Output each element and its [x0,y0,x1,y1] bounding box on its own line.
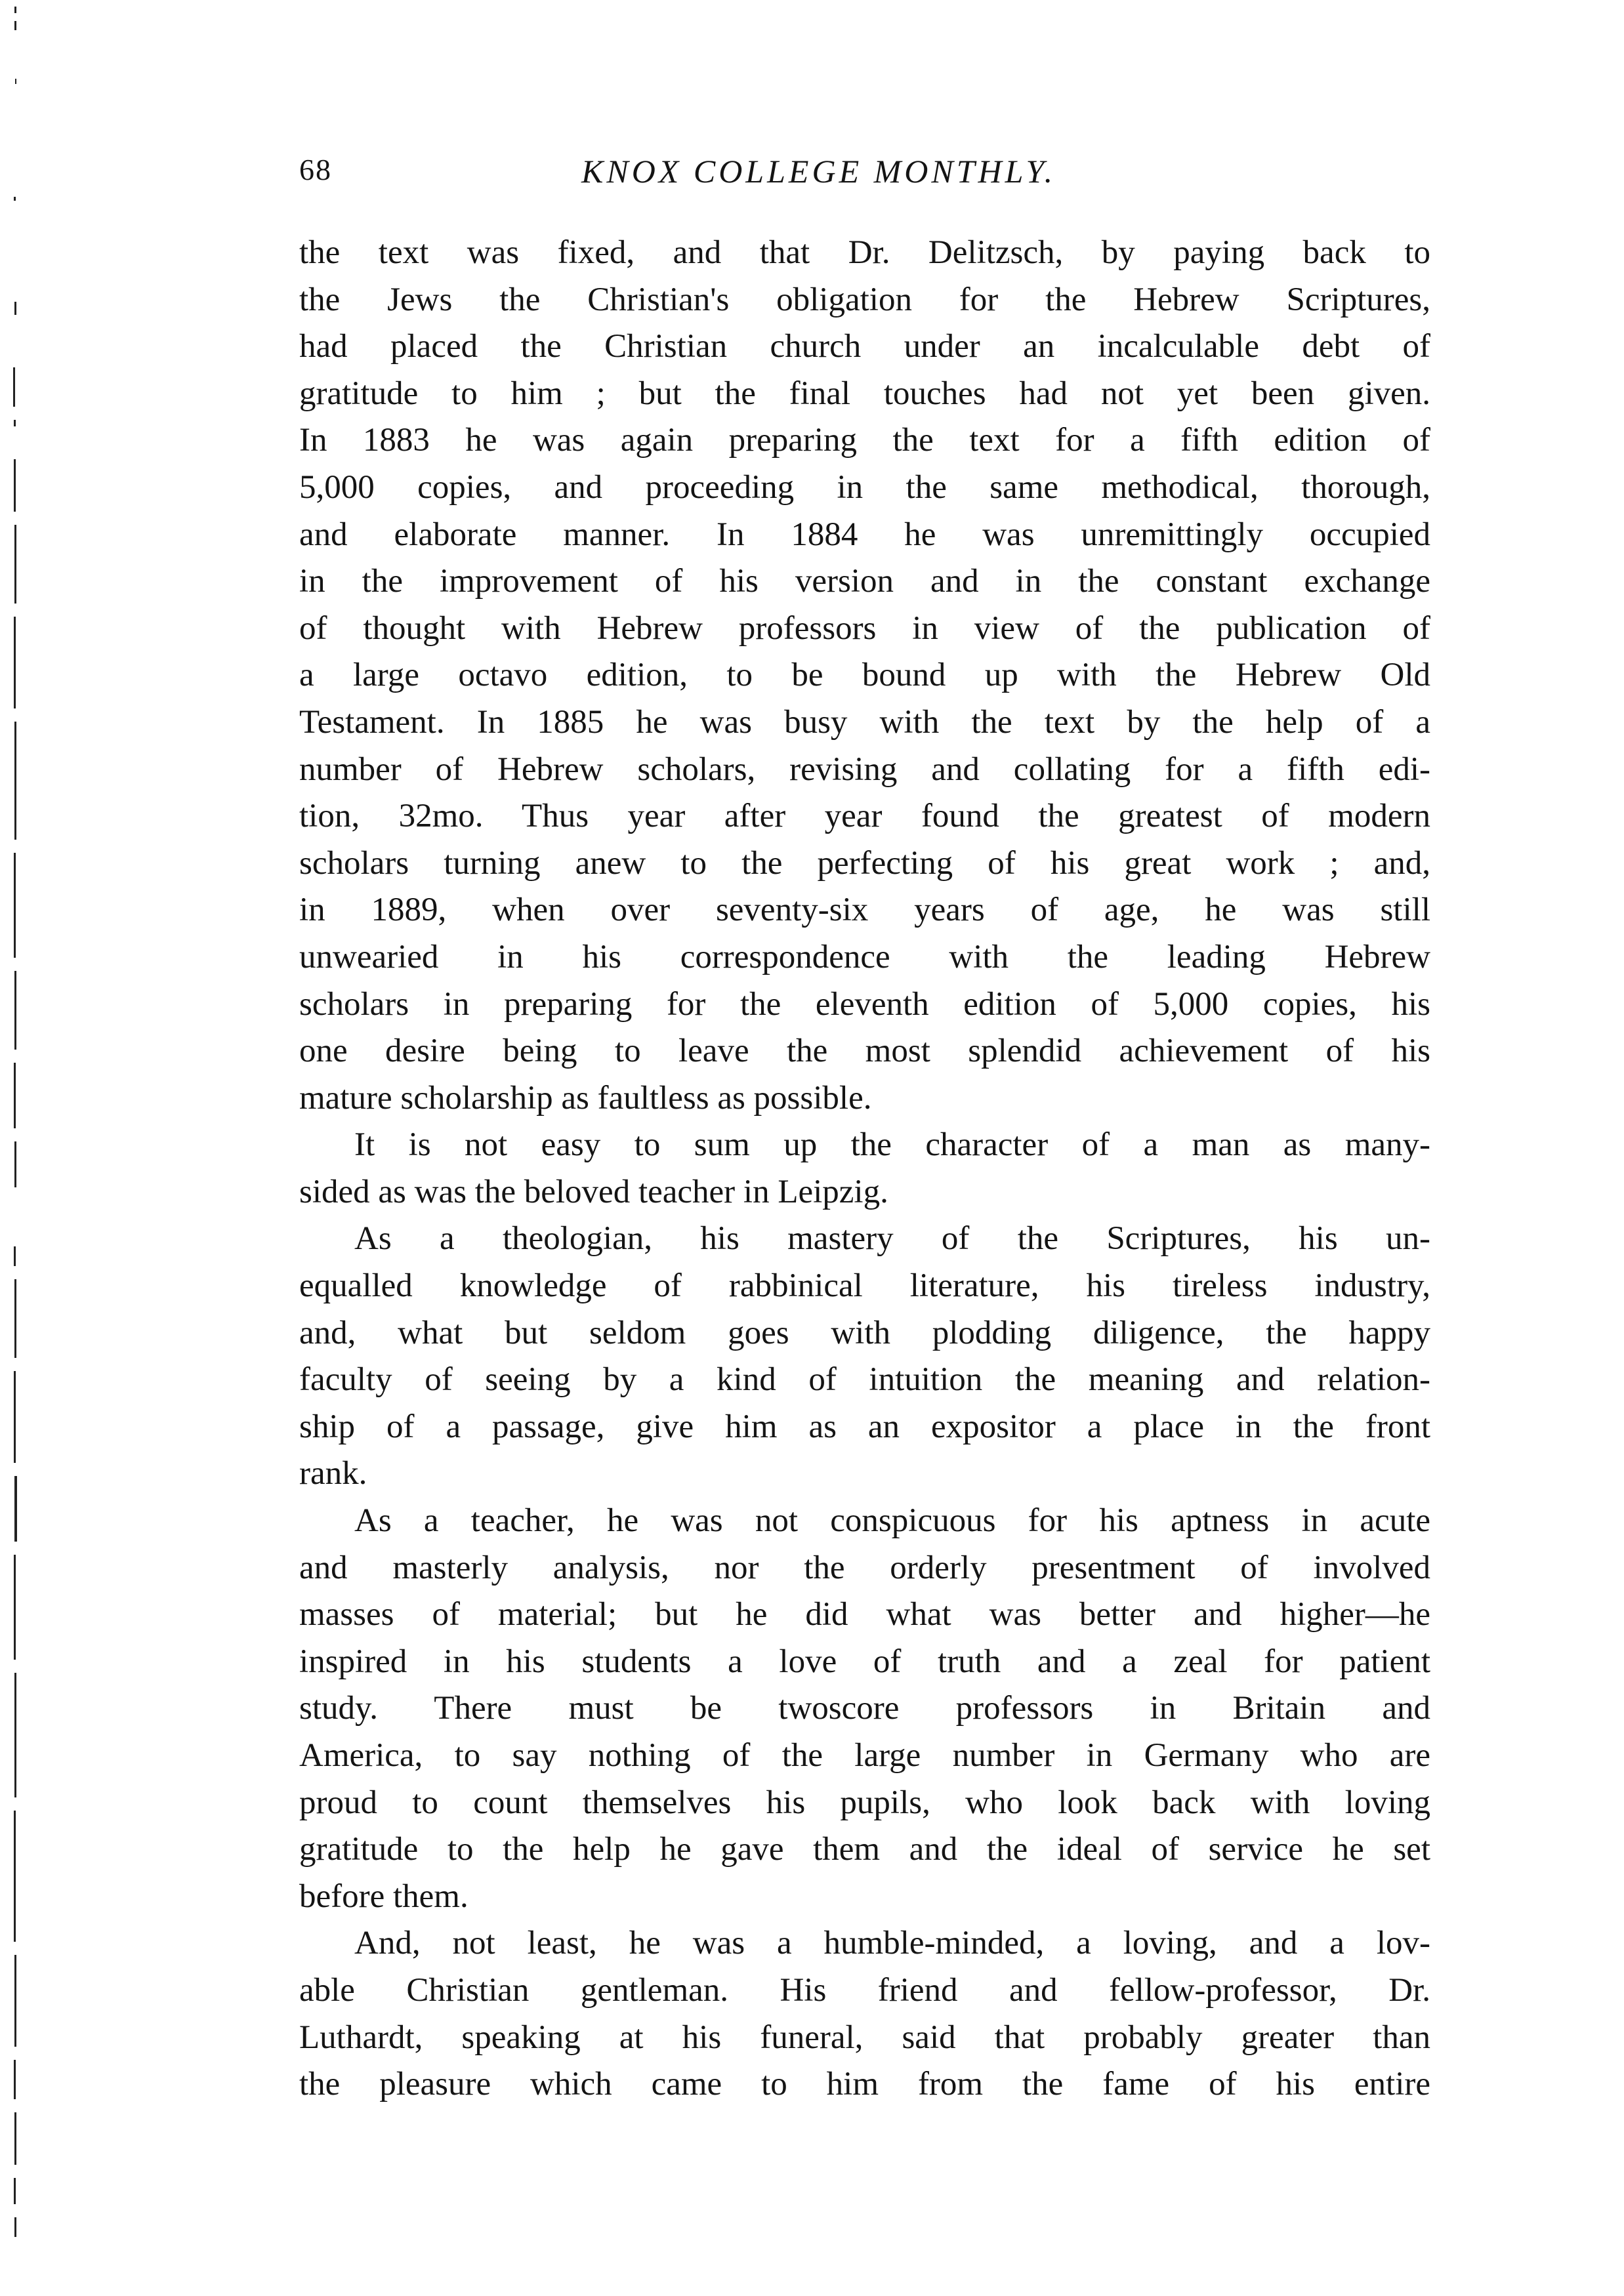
page-number: 68 [299,153,332,186]
text-line: and elaborate manner. In 1884 he was unremittingly occupied [299,516,1430,553]
text-line: scholars turning anew to the perfecting of his great work ; and, [299,844,1430,882]
text-line: and masterly analysis, nor the orderly presentment of involved [299,1549,1430,1586]
text-line: scholars in preparing for the eleventh edition of 5,000 copies, his [299,985,1430,1023]
text-line: proud to count themselves his pupils, who look back with loving [299,1784,1430,1821]
journal-title: KNOX COLLEGE MONTHLY. [581,153,1056,190]
text-line: ship of a passage, give him as an expositor a place in the front [299,1408,1430,1445]
text-line: mature scholarship as faultless as possible. [299,1079,872,1117]
text-line: of thought with Hebrew professors in view of the publication of [299,609,1430,647]
text-line: gratitude to the help he gave them and the ideal of service he set [299,1831,1430,1868]
paragraph-start-line: As a teacher, he was not conspicuous for his aptness in acute [354,1502,1430,1540]
text-line: one desire being to leave the most splendid achievement of his [299,1033,1430,1070]
text-line: masses of material; but he did what was better and higher—he [299,1596,1430,1633]
text-line: 5,000 copies, and proceeding in the same methodical, thorough, [299,468,1430,506]
text-line: faculty of seeing by a kind of intuition the meaning and relation- [299,1361,1430,1399]
text-line: number of Hebrew scholars, revising and collating for a fifth edi- [299,750,1430,788]
text-line: gratitude to him ; but the final touches had not yet been given. [299,375,1430,412]
text-line: equalled knowledge of rabbinical literature, his tireless industry, [299,1267,1430,1305]
paragraph-start-line: And, not least, he was a humble-minded, a loving, and a lov- [354,1925,1430,1962]
paragraph-start-line: As a theologian, his mastery of the Scriptures, his un- [354,1220,1430,1258]
text-line: In 1883 he was again preparing the text for a fifth edition of [299,422,1430,459]
text-line: in the improvement of his version and in the constant exchange [299,563,1430,600]
text-line: the pleasure which came to him from the fame of his entire [299,2066,1430,2103]
text-line: rank. [299,1455,367,1492]
text-line: study. There must be twoscore professors in Britain and [299,1690,1430,1727]
running-head [299,152,1428,198]
text-line: and, what but seldom goes with plodding diligence, the happy [299,1314,1430,1351]
text-line: had placed the Christian church under an incalculable debt of [299,328,1430,365]
text-line: America, to say nothing of the large number in Germany who are [299,1737,1430,1774]
text-line: sided as was the beloved teacher in Leipzig. [299,1173,888,1210]
binding-edge-marks [12,0,26,2296]
text-line: the text was fixed, and that Dr. Delitzsch, by paying back to [299,234,1430,271]
text-line: inspired in his students a love of truth and a zeal for patient [299,1643,1430,1680]
text-line: Luthardt, speaking at his funeral, said that probably greater than [299,2019,1430,2056]
text-line: able Christian gentleman. His friend and fellow-professor, Dr. [299,1971,1430,2009]
text-line: Testament. In 1885 he was busy with the text by the help of a [299,703,1430,741]
text-line: in 1889, when over seventy-six years of age, he was still [299,892,1430,929]
text-line: the Jews the Christian's obligation for the Hebrew Scriptures, [299,281,1430,318]
text-line: a large octavo edition, to be bound up with the Hebrew Old [299,657,1430,694]
text-line: unwearied in his correspondence with the leading Hebrew [299,938,1430,975]
text-line: tion, 32mo. Thus year after year found the greatest of modern [299,798,1430,835]
text-line: before them. [299,1877,468,1915]
article-body [299,230,1430,2108]
paragraph-start-line: It is not easy to sum up the character of a man as many- [354,1126,1430,1164]
